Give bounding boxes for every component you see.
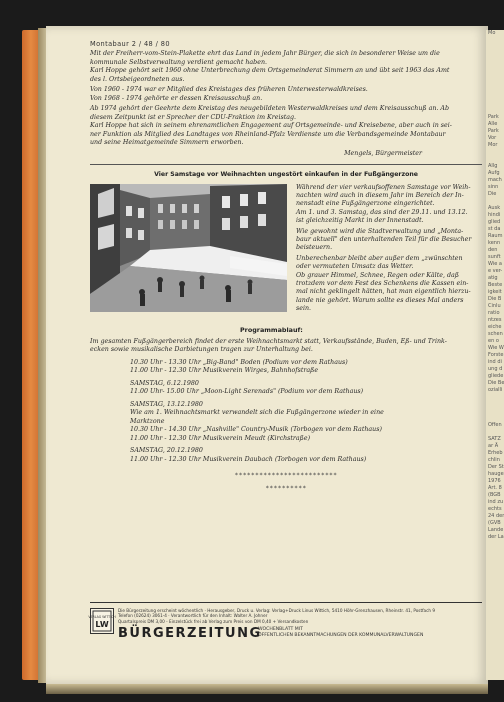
next-page-fragment: [488, 198, 504, 205]
text-line: und seine Heimatgemeinde Simmern erworben.: [90, 139, 244, 146]
next-page-fragment: gliede: [488, 373, 504, 379]
text-line: 11.00 Uhr - 12.30 Uhr Musikverein Daubach (Torbogen vor dem Rathaus): [130, 455, 367, 463]
article-side-text: [296, 184, 496, 316]
next-page-fragment: (BGB: [488, 492, 501, 498]
star-separator: *************************: [234, 472, 338, 479]
next-page-fragment: [488, 72, 504, 79]
svg-text:VERLAG WITTICH: VERLAG WITTICH: [88, 615, 116, 619]
imprint-line: Telefon (02624) 3061-4 · Verantwortlich für den Inhalt: Walter A. Johner: [118, 613, 268, 619]
next-page-fragment: Ausk: [488, 205, 501, 211]
next-page-fragment: [488, 44, 504, 51]
text-line: nenstadt eine Fußgängerzone eingerichtet.: [296, 200, 435, 208]
text-line: SAMSTAG, 6.12.1980: [130, 379, 199, 387]
schedule-entry: [130, 359, 482, 376]
article-paragraph: [296, 255, 496, 314]
text-line: SAMSTAG, 13.12.1980: [130, 400, 203, 408]
schedule-entry: [130, 447, 482, 464]
next-page-fragment: Park: [488, 114, 499, 120]
text-line: 11.00 Uhr - 12.30 Uhr Musikverein Wirges, Bahnhofstraße: [130, 367, 319, 374]
text-line: Am 1. und 3. Samstag, das sind der 29.11. und 13.12.: [296, 208, 468, 216]
page-header: Montabaur 2 / 48 / 80: [90, 40, 170, 48]
text-line: 10.30 Uhr - 13.30 Uhr „Big-Band" Boden (Podium vor dem Rathaus): [130, 358, 348, 366]
imprint-line: Quartalspreis DM 3,00 - Einzelstück frei ab Verlag zum Preis von DM 0,40 + Versandkosten: [118, 618, 309, 624]
text-line: Ob grauer Himmel, Schnee, Regen oder Kälte, daß: [296, 271, 459, 279]
next-page-fragment: sunft: [488, 254, 501, 260]
next-page-fragment: Beste: [488, 282, 503, 288]
star-separator-short: **********: [265, 485, 307, 492]
text-line: SAMSTAG, 20.12.1980: [130, 447, 203, 454]
section-divider: [90, 164, 482, 165]
imprint-text: [118, 608, 482, 624]
text-line: baur aktuell" den unterhaltenden Teil für die Besucher: [296, 235, 472, 243]
text-line: ecken sowie musikalische Darbietungen tragen zur Unterhaltung bei.: [90, 346, 313, 353]
text-line: Karl Hoppe hat sich in seinem ehrenamtlichen Engagement auf Ortsgemeinde- und Kreisebene, aber auch in sei-: [90, 122, 452, 129]
next-page-fragment: [488, 149, 504, 156]
next-page-fragment: eiche: [488, 324, 502, 330]
text-line: des l. Ortsbeigeordneten aus.: [90, 75, 185, 83]
text-line: 11.00 Uhr- 15.00 Uhr „Moon-Light Serenads" (Podium vor dem Rathaus): [130, 388, 364, 395]
text-line: Wie am 1. Weihnachtsmarkt verwandelt sich die Fußgängerzone wieder in eine: [130, 409, 384, 416]
next-page-fragment: [488, 394, 504, 401]
text-line: 10.30 Uhr - 14.30 Uhr „Nashville" Country-Musik (Torbogen vor dem Rathaus): [130, 426, 382, 433]
next-page-fragment: den: [488, 247, 498, 253]
next-page-fragment: Die Be: [488, 380, 504, 386]
text-line: Karl Hoppe gehört seit 1960 ohne Unterbrechung dem Ortsgemeinderat Simmern an und übt seit 1963 das Amt: [90, 67, 450, 74]
next-page-fragment: Aufg: [488, 170, 500, 176]
text-line: Ab 1974 gehört der Geehrte dem Kreistag des neugebildeten Westerwaldkreises und dem Kreisausschuß an. Ab: [90, 105, 449, 112]
next-page-fragment: [488, 429, 504, 436]
next-page-fragment: schen: [488, 331, 503, 337]
next-page-fragment: [488, 156, 504, 163]
next-page-fragment: Raum: [488, 233, 503, 239]
next-page-fragment: kenn: [488, 240, 501, 246]
next-page-fragment: Forste: [488, 352, 504, 358]
next-page-fragment: Cinlu: [488, 303, 501, 309]
article-title: Vier Samstage vor Weihnachten ungestört einkaufen in der Fußgängerzone: [154, 170, 418, 178]
next-page-fragment: [488, 415, 504, 422]
next-page-fragment: [488, 51, 504, 58]
schedule-entry: [130, 401, 482, 444]
footer-rule: [90, 602, 482, 603]
next-page-fragment: hindi: [488, 212, 501, 218]
next-page-fragment: ind di: [488, 359, 502, 365]
text-line: lande nie gehört. Warum sollte es dieses Mal anders: [296, 296, 464, 304]
next-page-fragment: Wie a: [488, 261, 502, 267]
next-page-fragment: [488, 100, 504, 107]
next-page-fragment: 1976: [488, 478, 501, 484]
street-market-photo: [90, 184, 287, 312]
next-page-fragment: [488, 79, 504, 86]
next-page-fragment: 24 der: [488, 513, 504, 519]
next-page-fragment: Die B: [488, 296, 502, 302]
text-line: Mit der Freiherr-vom-Stein-Plakette ehrt das Land in jedem Jahr Bürger, die sich in besonderer Weise um die: [90, 50, 440, 57]
brand-subtitle-line: WOCHENBLATT MIT: [258, 627, 303, 632]
next-page-fragment: Allg: [488, 163, 498, 169]
next-page-fragment: ung d: [488, 366, 503, 372]
text-line: sein.: [296, 305, 312, 313]
text-line: beisteuern.: [296, 244, 333, 252]
text-line: Unberechenbar bleibt aber außer dem „zwünschten: [296, 254, 463, 262]
text-line: Von 1968 - 1974 gehörte er dessen Kreisausschuß an.: [90, 94, 263, 102]
next-page-fragment: ntzes: [488, 317, 502, 323]
next-page-fragment: e ver-: [488, 268, 503, 274]
next-page-fragment: Vor: [488, 135, 497, 141]
next-page-fragment: [488, 86, 504, 93]
brand-subtitle-line: ÖFFENTLICHEN BEKANNTMACHUNGEN DER KOMMUNALVERWALTUNGEN: [258, 632, 424, 638]
signature: Mengels, Bürgermeister: [344, 149, 422, 157]
text-line: mal nicht geklingelt hätten, hat man eigentlich hierzu-: [296, 288, 471, 296]
article-row: [90, 184, 482, 332]
newspaper-footer: [90, 602, 482, 642]
text-line: trotzdem vor dem Fest des Schenkens die Kassen ein-: [296, 279, 469, 287]
next-page-fragment: [488, 37, 504, 44]
next-page-fragment: chlin: [488, 457, 500, 463]
next-page-fragment: en o: [488, 338, 499, 344]
article-paragraph: [296, 228, 496, 253]
next-page-fragment: hauge: [488, 471, 504, 477]
intro-paragraph: [90, 86, 482, 103]
next-page-fragment: der La: [488, 534, 504, 540]
next-page-fragment: SATZ: [488, 436, 501, 442]
next-page-fragment: sinn: [488, 184, 499, 190]
text-line: kommunale Selbstverwaltung verdient gemacht haben.: [90, 58, 268, 66]
next-page-fragment: [488, 58, 504, 65]
schedule-block: [130, 359, 482, 376]
next-page-fragment: [488, 107, 504, 114]
book-bottom-edge: [46, 684, 488, 694]
intro-paragraph: [90, 105, 482, 148]
next-page-fragment: ozialli: [488, 387, 503, 393]
next-page-fragment: ind zu: [488, 499, 504, 505]
next-page-fragment: ar Ä: [488, 443, 499, 449]
schedule-block: [130, 401, 482, 444]
next-page-fragment: echts: [488, 506, 502, 512]
next-page-fragment: Mor: [488, 142, 498, 148]
next-page-fragment: Lande: [488, 527, 504, 533]
page-content: [90, 40, 482, 492]
program-title: Programmablauf:: [240, 325, 303, 334]
program-intro: [90, 338, 482, 355]
next-page-fragment: [488, 401, 504, 408]
next-page-fragment: glied: [488, 219, 501, 225]
svg-text:LW: LW: [95, 620, 109, 629]
text-line: Von 1960 - 1974 war er Mitglied des Kreistages des früheren Unterwesterwaldkreises.: [90, 86, 368, 93]
next-page-fragment: (GVB: [488, 520, 501, 526]
next-page-fragment: Der St: [488, 464, 504, 470]
text-line: ner Funktion als Mitglied des Landtages von Rheinland-Pfalz Verdienste um die Verbandsgemeinde Montabaur: [90, 130, 446, 138]
publisher-logo-mark: [88, 610, 116, 632]
next-page-edge: [486, 30, 504, 680]
schedule-block: [130, 380, 482, 397]
newspaper-page: [46, 26, 488, 684]
next-page-fragment: Die: [488, 191, 497, 197]
program-intro-paragraph: [90, 338, 482, 355]
text-line: Während der vier verkaufsoffenen Samstage vor Weih-: [296, 183, 471, 191]
text-line: Wie gewohnt wird die Stadtverwaltung und „Monta-: [296, 227, 464, 235]
schedule-block: [130, 447, 482, 464]
next-page-fragment: Mo: [488, 30, 496, 36]
next-page-fragment: ratio: [488, 310, 500, 316]
street-photo-illustration: [90, 184, 287, 312]
next-page-fragment: Erheb: [488, 450, 503, 456]
text-line: Im gesamten Fußgängerbereich findet der erste Weihnachtsmarkt statt, Verkaufsstände, Buden, Eß- und Trink-: [90, 337, 447, 345]
next-page-fragment: Offen: [488, 422, 502, 428]
next-page-fragment: Park: [488, 128, 499, 134]
publisher-logo: [90, 608, 114, 634]
program-schedule: [130, 359, 482, 465]
text-line: Marktzone: [130, 417, 165, 425]
text-line: nachten wird auch in diesem Jahr im Bereich der In-: [296, 191, 464, 199]
next-page-fragment: atig: [488, 275, 498, 281]
text-line: oder vermuteten Umsatz das Wetter.: [296, 263, 414, 271]
next-page-fragment: Alle: [488, 121, 498, 127]
text-line: diesem Zeitpunkt ist er Sprecher der CDU-Fraktion im Kreistag.: [90, 113, 297, 121]
next-page-fragment: st da: [488, 226, 501, 232]
text-line: 11.00 Uhr - 12.30 Uhr Musikverein Meudt (Kirchstraße): [130, 434, 311, 442]
next-page-fragment: [488, 93, 504, 100]
next-page-fragment: mach: [488, 177, 502, 183]
imprint-line: Die Bürgerzeitung erscheint wöchentlich · Herausgeber, Druck u. Verlag: Verlag+Druck Linus Wittich, 5410 Höhr-Grenzhausen, Rheinstr. 41, Postfach 9: [118, 608, 436, 613]
text-line: ist gleichzeitig Markt in der Innenstadt.: [296, 217, 424, 225]
next-page-fragment: igkeit: [488, 289, 502, 295]
brand-name: BÜRGERZEITUNG: [118, 626, 262, 641]
next-page-fragment: Wie W: [488, 345, 504, 351]
intro-section: [90, 50, 482, 148]
brand-subtitle: [258, 627, 482, 638]
intro-paragraph: [90, 50, 482, 84]
next-page-fragment: [488, 65, 504, 72]
article-paragraph: [296, 184, 496, 226]
next-page-fragment: [488, 408, 504, 415]
schedule-entry: [130, 380, 482, 397]
next-page-fragment: Art. 8: [488, 485, 502, 491]
